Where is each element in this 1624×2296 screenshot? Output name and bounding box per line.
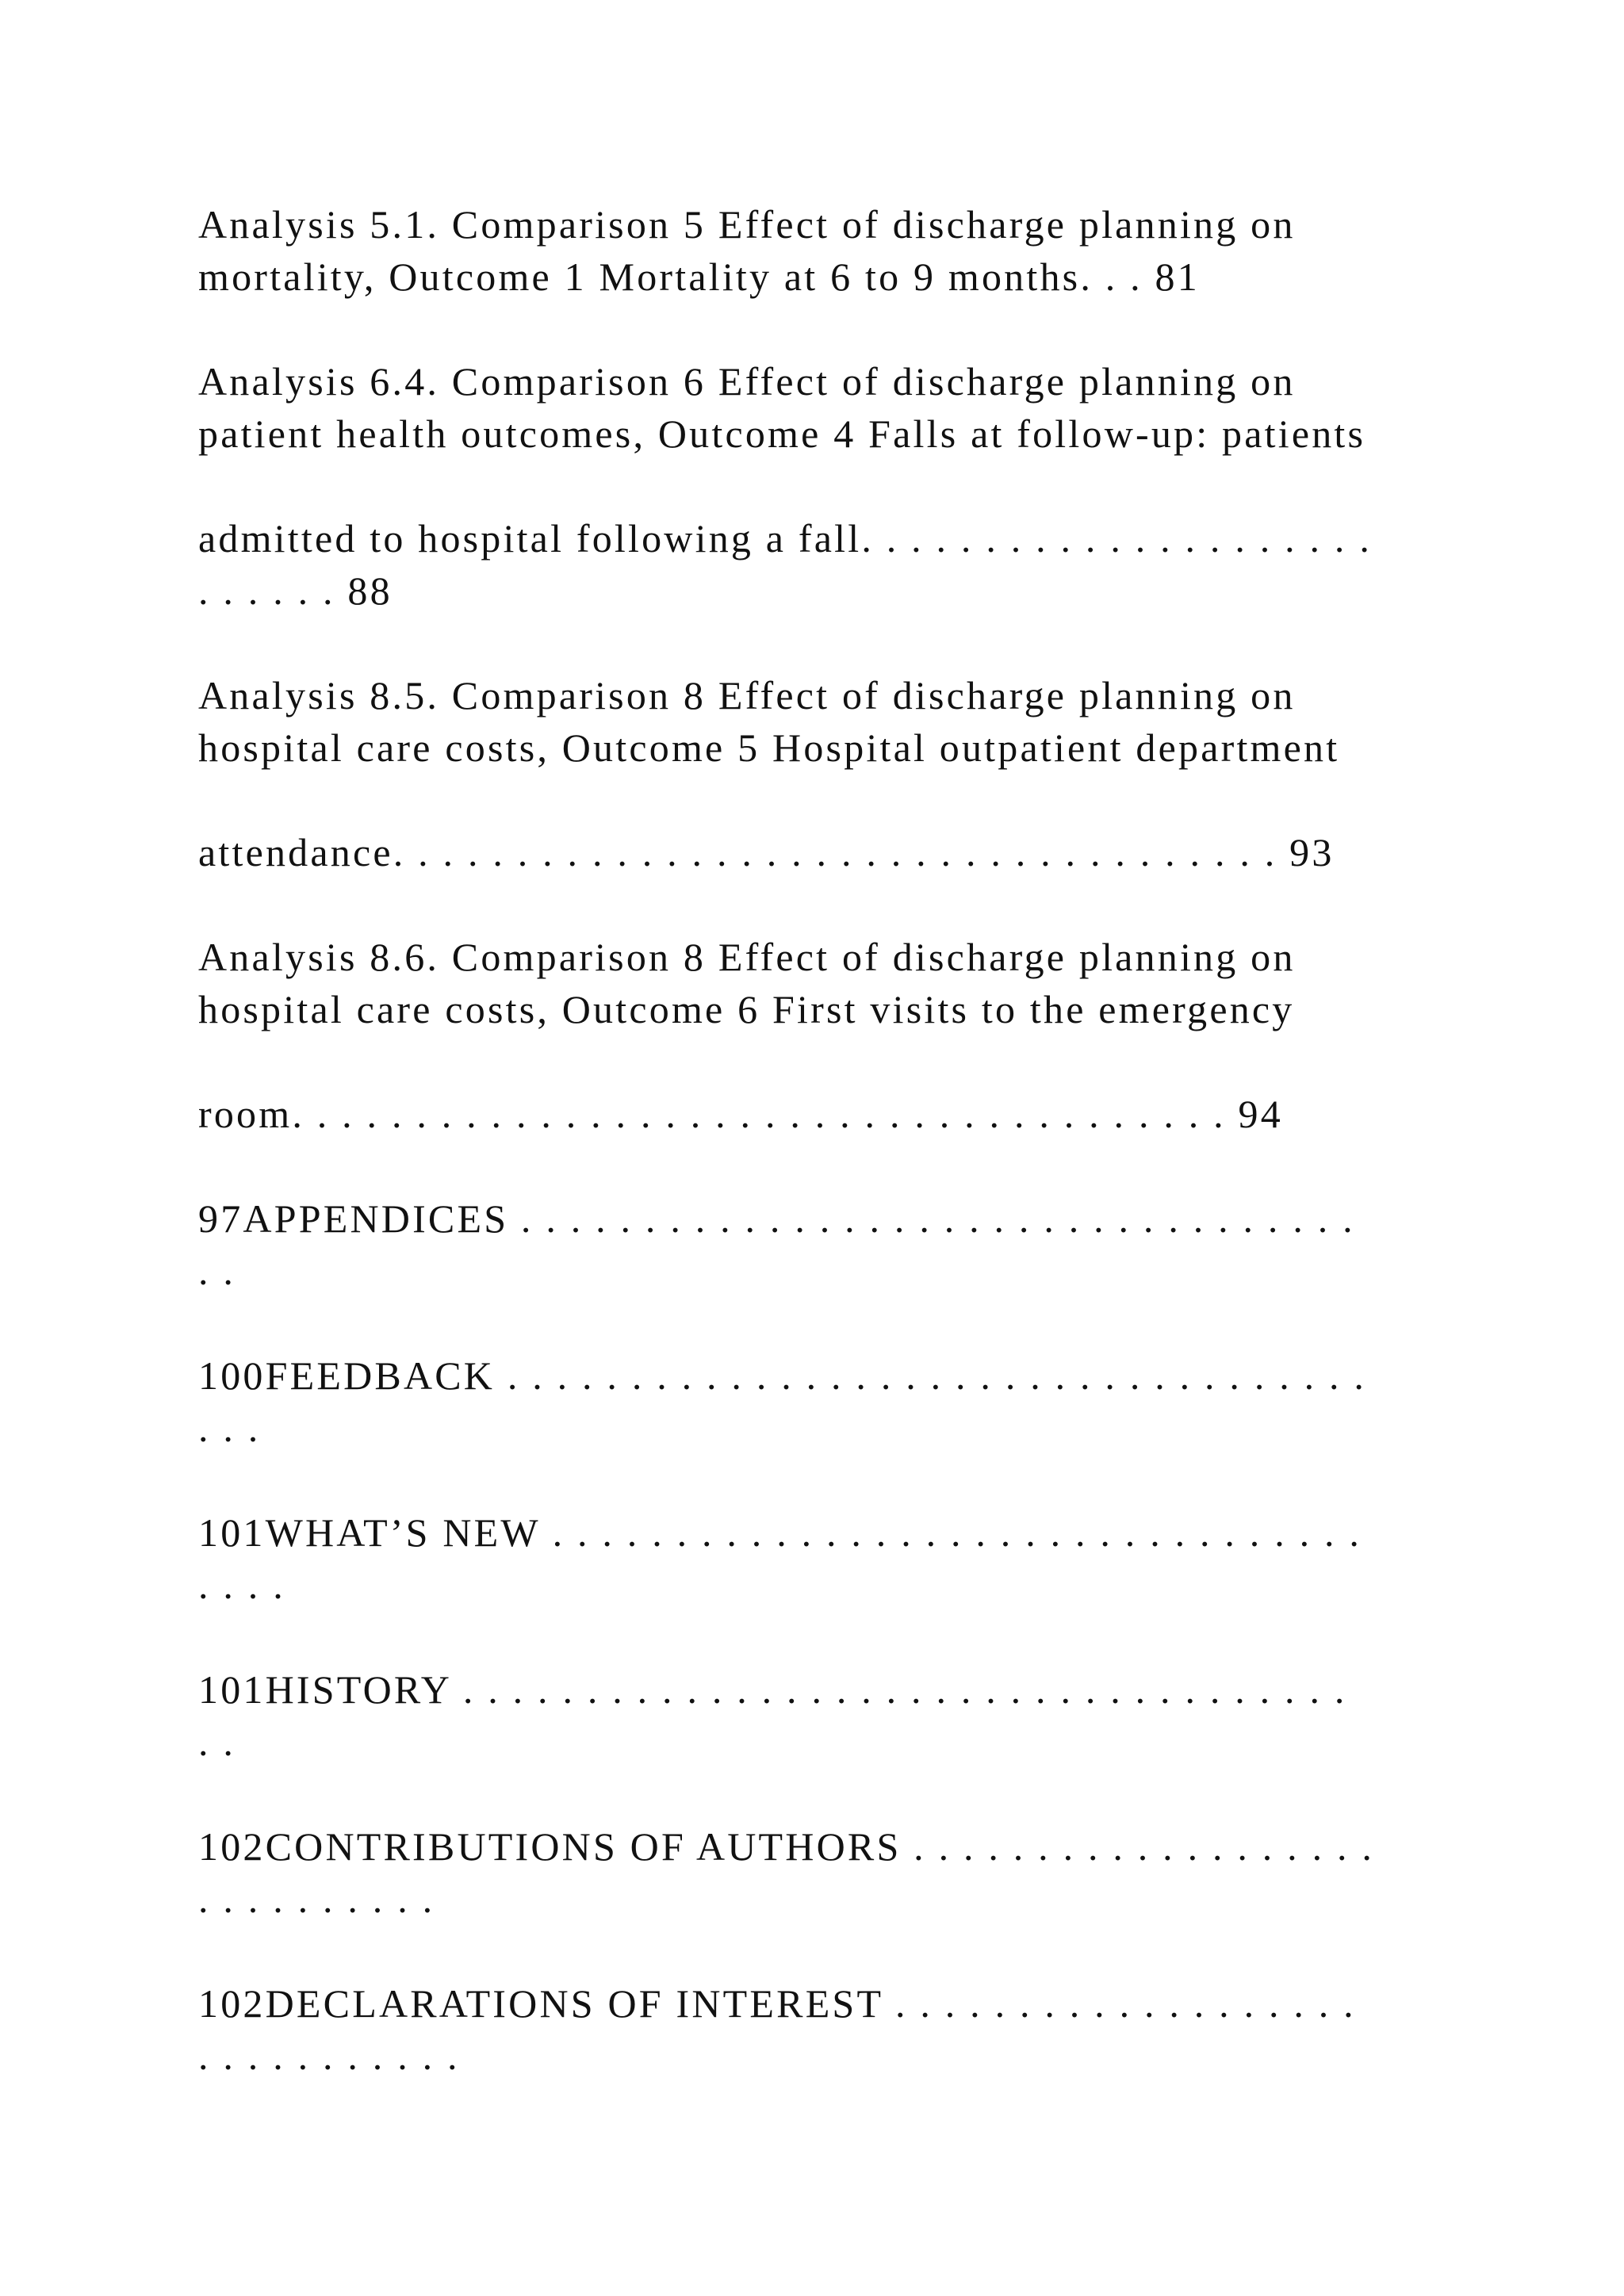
toc-line-3: Analysis 6.4. Comparison 6 Effect of discharge planning on [198, 359, 1296, 404]
toc-line-6: . . . . . . 88 [198, 568, 393, 613]
toc-line-10: Analysis 8.6. Comparison 8 Effect of discharge planning on [198, 935, 1296, 979]
toc-line-16: . . . [198, 1406, 261, 1450]
toc-line-24: . . . . . . . . . . . [198, 2034, 460, 2078]
toc-line-11: hospital care costs, Outcome 6 First visits to the emergency [198, 987, 1295, 1031]
toc-line-19: 101HISTORY . . . . . . . . . . . . . . . . . . . . . . . . . . . . . . . . . . . . [198, 1667, 1347, 1712]
toc-line-18: . . . . [198, 1563, 285, 1607]
toc-line-9: attendance. . . . . . . . . . . . . . . . . . . . . . . . . . . . . . . . . . . . 93 [198, 830, 1335, 874]
toc-line-4: patient health outcomes, Outcome 4 Falls at follow-up: patients [198, 411, 1366, 456]
toc-line-5: admitted to hospital following a fall. . . . . . . . . . . . . . . . . . . . . [198, 516, 1373, 561]
toc-line-8: hospital care costs, Outcome 5 Hospital outpatient department [198, 725, 1340, 770]
toc-line-22: . . . . . . . . . . [198, 1877, 435, 1921]
toc-line-1: Analysis 5.1. Comparison 5 Effect of discharge planning on [198, 202, 1296, 247]
toc-line-2: mortality, Outcome 1 Mortality at 6 to 9 months. . . 81 [198, 254, 1200, 299]
toc-line-13: 97APPENDICES . . . . . . . . . . . . . . . . . . . . . . . . . . . . . . . . . . [198, 1196, 1355, 1241]
toc-line-7: Analysis 8.5. Comparison 8 Effect of discharge planning on [198, 673, 1296, 718]
toc-line-17: 101WHAT’S NEW . . . . . . . . . . . . . . . . . . . . . . . . . . . . . . . . . [198, 1510, 1362, 1555]
toc-line-15: 100FEEDBACK . . . . . . . . . . . . . . . . . . . . . . . . . . . . . . . . . . . [198, 1353, 1367, 1398]
toc-line-14: . . [198, 1249, 236, 1293]
toc-line-20: . . [198, 1720, 236, 1764]
toc-line-23: 102DECLARATIONS OF INTEREST . . . . . . . . . . . . . . . . . . . [198, 1981, 1356, 2026]
toc-line-12: room. . . . . . . . . . . . . . . . . . . . . . . . . . . . . . . . . . . . . . 94 [198, 1092, 1283, 1136]
toc-line-21: 102CONTRIBUTIONS OF AUTHORS . . . . . . . . . . . . . . . . . . . [198, 1824, 1375, 1869]
